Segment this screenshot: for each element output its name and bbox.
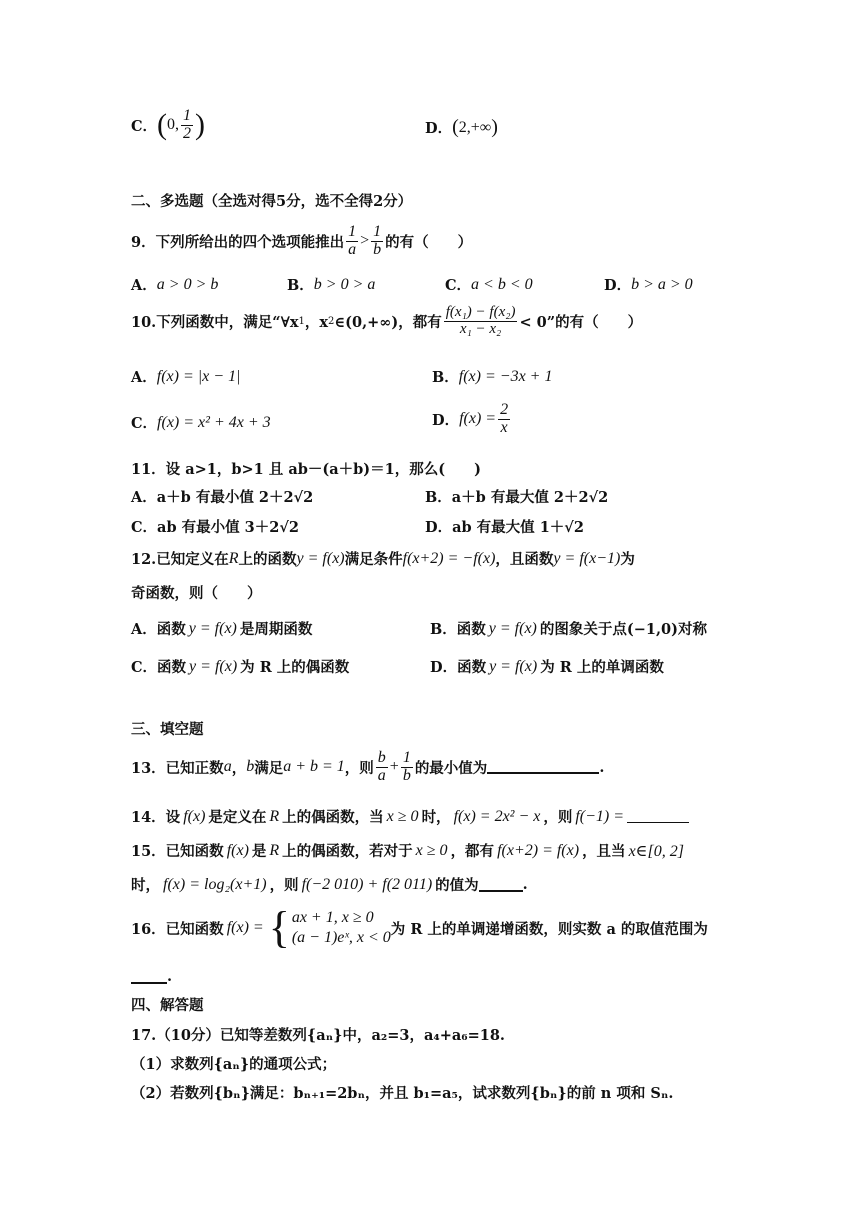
right-paren: ) [195, 108, 206, 142]
option-label: C． [131, 519, 158, 536]
option-text: 函数 [456, 621, 486, 638]
q11-option-d[interactable] [425, 516, 584, 537]
math: f(−2 010) + f(2 011) [301, 875, 433, 893]
math: f(x) = [226, 919, 264, 936]
q15-line2 [131, 874, 528, 895]
q13-fraction-1 [376, 750, 388, 785]
fraction-numerator: 1 [402, 749, 411, 766]
text: 15．已知函数 [131, 843, 224, 860]
text: 满足条件 [344, 551, 403, 568]
math: x∈[0, 2] [628, 842, 684, 860]
q9-stem-prefix: 9．下列所给出的四个选项能推出 [131, 233, 345, 251]
q14 [131, 806, 689, 827]
text: ，且当 [582, 843, 626, 860]
option-math: f(x) = −3x + 1 [458, 367, 553, 385]
case-1: ax + 1, x ≥ 0 [291, 909, 374, 926]
text: 14．设 [131, 809, 181, 826]
q10-option-d[interactable] [432, 402, 512, 437]
q10-option-d-fraction [498, 402, 510, 437]
option-text: 函数 [156, 621, 186, 638]
text: . [599, 758, 605, 776]
fraction-denominator: b [402, 766, 411, 784]
q12-stem-line1 [131, 548, 635, 569]
fraction-denominator: x₁ − x₂ [459, 320, 502, 337]
case-2: (a − 1)eˣ, x < 0 [291, 929, 391, 946]
q16-answer-line [131, 968, 172, 985]
q12-option-c[interactable] [131, 656, 349, 677]
option-label: B． [432, 369, 459, 386]
q17-part1: （1）求数列{aₙ}的通项公式； [131, 1056, 337, 1073]
section2-title: 二、多选题（全选对得5分，选不全得2分） [131, 193, 413, 210]
option-math: y = f(x) [489, 657, 538, 675]
text: ，则 [269, 877, 299, 894]
option-text: ab 有最大值 1＋√2 [452, 519, 584, 536]
option-label: B． [430, 621, 457, 638]
option-text: 为 R 上的单调函数 [540, 659, 664, 676]
fraction-denominator: a [348, 240, 357, 258]
q11-stem: 11．设 a>1，b>1 且 ab－(a＋b)＝1，那么( ) [131, 461, 481, 478]
q16 [131, 903, 708, 952]
q15-line1 [131, 840, 687, 861]
q8-option-d[interactable] [425, 116, 498, 139]
q10-stem: 10.下列函数中，满足“∀x 1 ，x 2 ∈(0,+∞)，都有 $\frac{\text{f(x₁) − f(x₂)}}{\text{x₁ − x₂}}$ < 0”的有（ ） [131, 304, 643, 337]
q8-option-c-label: C． [131, 117, 158, 135]
q8-option-c-fraction [181, 108, 193, 143]
q10-stem-mid: ，x [304, 313, 329, 331]
math: f(x+2) = f(x) [497, 841, 580, 859]
text: . [522, 876, 528, 893]
option-label: A． [131, 277, 157, 294]
math: f(−1) = [575, 807, 625, 825]
option-label: B． [425, 489, 452, 506]
paren: ( [452, 116, 459, 138]
q10-option-b[interactable] [432, 366, 552, 387]
text: ，则 [344, 759, 374, 777]
fraction-numerator: 1 [183, 107, 192, 124]
q9-option-d[interactable] [604, 274, 693, 295]
q9-gt: > [360, 232, 370, 250]
text: 时， [131, 877, 160, 894]
text: 是 [251, 843, 267, 860]
text: 的最小值为 [414, 759, 488, 777]
q10-stem-suffix: < 0”的有（ ） [519, 313, 643, 331]
math: a [223, 758, 232, 776]
text: ，则 [543, 809, 573, 826]
left-brace: { [268, 903, 290, 952]
q10-fraction [444, 305, 518, 338]
option-math: a < b < 0 [471, 275, 533, 293]
math: R [269, 807, 280, 825]
q9-option-c[interactable] [445, 274, 533, 295]
q9-option-b[interactable] [287, 274, 375, 295]
q11-option-b[interactable] [425, 486, 608, 507]
q9-fraction-2 [371, 224, 383, 259]
q10-stem-interval: ∈(0,+∞)，都有 [334, 313, 442, 331]
option-label: C． [131, 415, 158, 432]
text: 是定义在 [208, 809, 267, 826]
math: a + b = 1 [283, 758, 345, 776]
option-text: 函数 [457, 659, 487, 676]
math: x ≥ 0 [386, 807, 419, 825]
piecewise-cases [292, 908, 391, 948]
q12-option-a[interactable] [131, 618, 312, 639]
option-label: A． [131, 369, 157, 386]
math: f(x) [183, 807, 206, 825]
option-label: C． [445, 277, 472, 294]
math: f(x) [226, 841, 249, 859]
option-label: D． [430, 659, 458, 676]
option-math: f(x) = |x − 1| [156, 367, 241, 385]
text: 为 [620, 551, 635, 568]
option-label: A． [131, 621, 157, 638]
option-label: D． [425, 519, 453, 536]
q8-option-c[interactable] [131, 108, 205, 143]
option-label: D． [604, 277, 632, 294]
math: f(x) = 2x² − x [453, 807, 541, 825]
math: x ≥ 0 [415, 841, 448, 859]
text: 为 R 上的单调递增函数，则实数 a 的取值范围为 [390, 920, 708, 938]
option-label: D． [432, 411, 460, 429]
text: ，且函数 [495, 551, 554, 568]
text: 上的偶函数，若对于 [282, 843, 413, 860]
option-math: b > 0 > a [313, 275, 376, 293]
section3-title: 三、填空题 [131, 721, 204, 738]
option-label: B． [287, 277, 314, 294]
q10-option-a[interactable] [131, 366, 240, 387]
q9-stem-suffix: 的有（ ） [385, 233, 473, 251]
text: . [167, 968, 173, 985]
q8-option-d-label: D． [425, 120, 453, 137]
option-math: y = f(x) [488, 619, 537, 637]
text: 的值为 [435, 877, 479, 894]
q17-stem: 17.（10分）已知等差数列{aₙ}中，a₂=3，a₄+a₆=18. [131, 1027, 505, 1044]
q11-option-c[interactable] [131, 516, 299, 537]
fraction-numerator: 1 [373, 223, 382, 240]
option-text: 是周期函数 [239, 621, 313, 638]
q12-option-d[interactable] [430, 656, 664, 677]
answer-blank[interactable] [627, 810, 689, 823]
math: f(x+2) = −f(x) [402, 549, 496, 567]
text: 上的函数 [238, 551, 297, 568]
q11-option-a[interactable] [131, 486, 313, 507]
text: ， [231, 759, 247, 777]
text: 时， [421, 809, 451, 826]
fraction-denominator: a [377, 766, 386, 784]
q13-fraction-2 [401, 750, 413, 785]
option-math: f(x) = [459, 410, 497, 428]
option-text: a＋b 有最小值 2＋2√2 [156, 489, 314, 506]
fraction-numerator: 1 [348, 223, 357, 240]
fraction-denominator: x [500, 418, 508, 436]
q12-stem-line2: 奇函数，则（ ） [131, 585, 262, 602]
option-math: y = f(x) [188, 619, 237, 637]
section4-title: 四、解答题 [131, 997, 204, 1014]
text: 满足 [254, 759, 284, 777]
q9-stem [131, 224, 472, 259]
fraction-numerator: b [377, 749, 386, 766]
answer-blank[interactable] [487, 760, 599, 774]
option-math: f(x) = x² + 4x + 3 [157, 413, 271, 431]
option-text: 的图象关于点(−1,0)对称 [539, 621, 707, 638]
q10-option-c[interactable] [131, 412, 271, 433]
math: + [389, 758, 399, 776]
option-math: a > 0 > b [156, 275, 219, 293]
q9-fraction-1 [346, 224, 358, 259]
option-math: b > a > 0 [631, 275, 693, 293]
math: R [228, 549, 239, 567]
option-text: a＋b 有最大值 2＋2√2 [451, 489, 609, 506]
fraction-numerator: f(x₁) − f(x₂) [445, 304, 516, 320]
option-math: y = f(x) [189, 657, 238, 675]
q10-stem-prefix: 10.下列函数中，满足“∀x [131, 313, 299, 331]
q17-part2: （2）若数列{bₙ}满足：bₙ₊₁=2bₙ，并且 b₁=a₅，试求数列{bₙ}的前 n 项和 Sₙ. [131, 1085, 674, 1102]
text: ，都有 [450, 843, 495, 860]
fraction-denominator: b [373, 240, 382, 258]
q13 [131, 750, 604, 785]
fraction-numerator: 2 [500, 401, 509, 418]
text: 12.已知定义在 [131, 551, 229, 568]
answer-blank[interactable] [479, 878, 523, 892]
option-text: ab 有最小值 3＋2√2 [157, 519, 299, 536]
option-text: 函数 [157, 659, 187, 676]
q8-option-c-math: 0, [167, 116, 180, 134]
q12-option-b[interactable] [430, 618, 707, 639]
q9-option-a[interactable] [131, 274, 218, 295]
answer-blank[interactable] [131, 970, 167, 984]
math: R [269, 841, 280, 859]
fraction-denominator: 2 [183, 124, 192, 142]
q8-option-d-math: 2,+∞ [458, 118, 492, 136]
math: y = f(x−1) [553, 549, 621, 567]
text: 13．已知正数 [131, 759, 224, 777]
option-text: 为 R 上的偶函数 [240, 659, 350, 676]
text: 16．已知函数 [131, 920, 224, 938]
math: y = f(x) [296, 549, 345, 567]
left-paren: ( [157, 108, 168, 142]
option-label: A． [131, 489, 157, 506]
text: 上的偶函数，当 [282, 809, 384, 826]
option-label: C． [131, 659, 158, 676]
math: b [246, 758, 255, 776]
paren: ) [491, 116, 498, 138]
math: f(x) = log₂(x+1) [163, 875, 267, 893]
